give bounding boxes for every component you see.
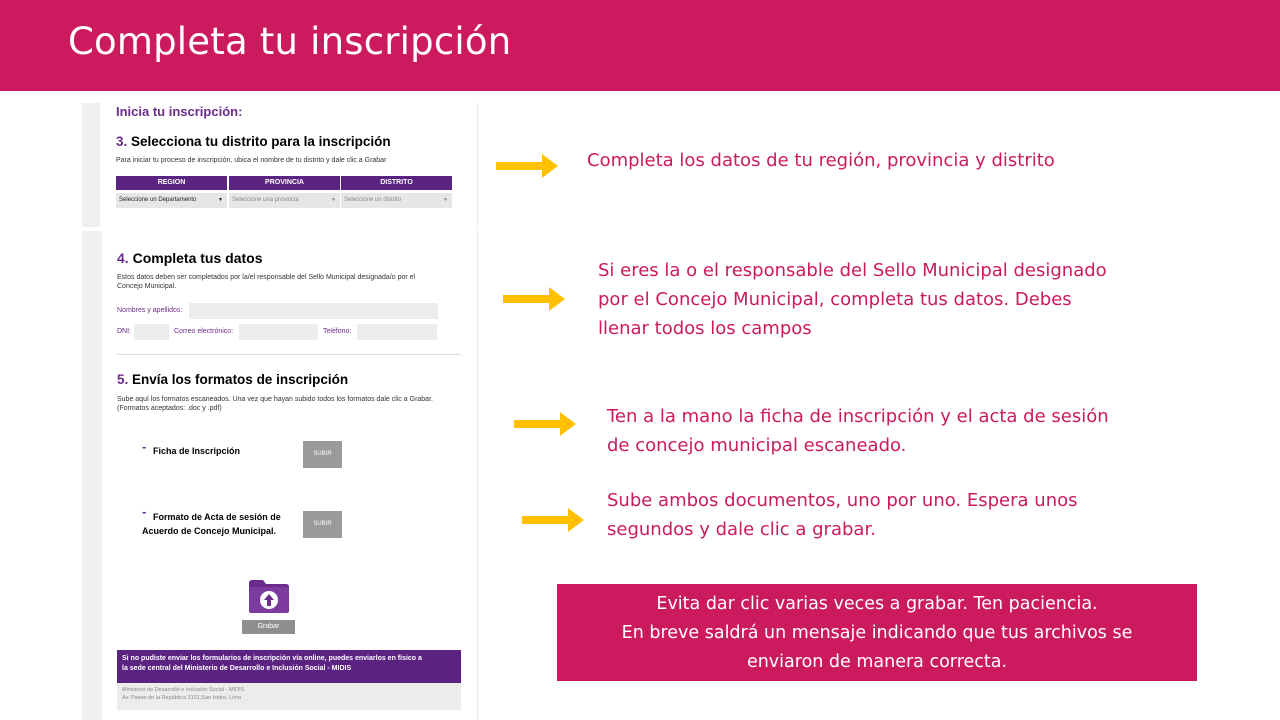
offline-notice-line1: Si no pudiste enviar los formularios de inscripción vía online, puedes enviarlos en físico a [122,655,422,662]
step3-description: Para iniciar tu proceso de inscripción, ubica el nombre de tu distrito y dale clic a Grabar [116,157,387,164]
ministry-name: Ministerio de Desarrollo e Inclusión Social - MIDIS [122,687,245,693]
step5-number: 5. [117,372,129,387]
upload-acta-button[interactable]: SUBIR [303,511,342,538]
upload-folder-icon[interactable] [247,577,291,614]
note-responsable [598,256,1107,343]
arrow-right-icon [514,412,576,436]
email-field[interactable] [239,324,318,340]
step3-title: Selecciona tu distrito para la inscripción [131,134,391,149]
header-bar [0,0,1280,91]
step5-title: Envía los formatos de inscripción [132,372,349,387]
list-bullet: - [142,504,147,519]
step5-description-1: Sube aquí los formatos escaneados. Una vez que hayan subido todos los formatos dale clic a Grabar. [117,396,433,403]
acta-label-1: Formato de Acta de sesión de [153,512,281,522]
ficha-label: Ficha de Inscripción [153,446,241,456]
callout-line2: En breve saldrá un mensaje indicando que tus archivos se [621,623,1133,643]
note-responsable-line1: Si eres la o el responsable del Sello Municipal designado [598,260,1107,281]
step4-number: 4. [117,250,129,266]
step4-title: Completa tus datos [132,250,263,266]
divider [117,354,461,355]
upload-ficha-button[interactable]: SUBIR [303,441,342,468]
panel-edge [82,103,100,227]
column-header-region: REGION [116,176,227,190]
phone-field[interactable] [357,324,437,340]
note-subir [607,486,1078,544]
offline-notice [117,650,461,683]
callout-line3: enviaron de manera correcta. [746,652,1008,672]
page-title: Completa tu inscripción [68,20,512,63]
step4-heading [117,250,262,266]
ministry-footer [117,683,461,710]
distrito-select-value: Seleccione un distrito [344,197,402,203]
note-subir-line1: Sube ambos documentos, uno por uno. Espera unos [607,490,1078,511]
step5-description-2: (Formatos aceptados: .doc y .pdf) [117,405,222,412]
provincia-select-value: Seleccione una provincia [232,197,299,203]
phone-label: Teléfono: [323,328,352,335]
name-label: Nombres y apellidos: [117,307,183,314]
step5-heading [117,372,348,387]
column-header-distrito: DISTRITO [341,176,452,190]
callout-line1: Evita dar clic varias veces a grabar. Ten paciencia. [656,594,1098,614]
region-select-value: Seleccione un Departamento [119,197,197,203]
form-screenshot-steps-4-5 [82,231,478,720]
step3-number: 3. [116,134,128,149]
note-documentos [607,402,1109,460]
arrow-right-icon [522,508,584,532]
note-responsable-line3: llenar todos los campos [598,318,812,339]
acta-label-2: Acuerdo de Concejo Municipal. [142,526,277,536]
dni-field[interactable] [134,324,169,340]
name-field[interactable] [189,303,438,319]
note-responsable-line2: por el Concejo Municipal, completa tus datos. Debes [598,289,1072,310]
note-documentos-line2: de concejo municipal escaneado. [607,435,907,456]
note-subir-line2: segundos y dale clic a grabar. [607,519,876,540]
dni-label: DNI: [117,328,131,335]
dropdown-caret-icon: ▼ [443,197,448,203]
provincia-select[interactable] [229,193,340,208]
arrow-right-icon [503,287,565,311]
step4-description-2: Concejo Municipal. [117,283,177,290]
note-documentos-line1: Ten a la mano la ficha de inscripción y el acta de sesión [607,406,1109,427]
step4-description-1: Estos datos deben ser completados por la/el responsable del Sello Municipal designada/o por el [117,274,416,281]
grabar-button[interactable]: Grabar [242,620,295,634]
warning-callout [557,584,1197,681]
form-intro: Inicia tu inscripción: [116,104,243,119]
panel-edge [82,231,102,720]
dropdown-caret-icon: ▼ [331,197,336,203]
distrito-select[interactable] [341,193,452,208]
form-screenshot-step3 [82,103,478,227]
note-region: Completa los datos de tu región, provincia y distrito [587,150,1055,171]
offline-notice-line2: la sede central del Ministerio de Desarrollo e Inclusión Social - MIDIS [122,665,352,672]
ministry-address: Av. Paseo de la República 3101,San Isidro, Lima [122,695,242,701]
list-bullet: - [142,439,147,454]
email-label: Correo electrónico: [174,328,234,335]
step3-heading [116,134,391,149]
region-select[interactable] [116,193,227,208]
arrow-right-icon [496,154,558,178]
dropdown-caret-icon: ▼ [218,197,223,203]
column-header-provincia: PROVINCIA [229,176,340,190]
